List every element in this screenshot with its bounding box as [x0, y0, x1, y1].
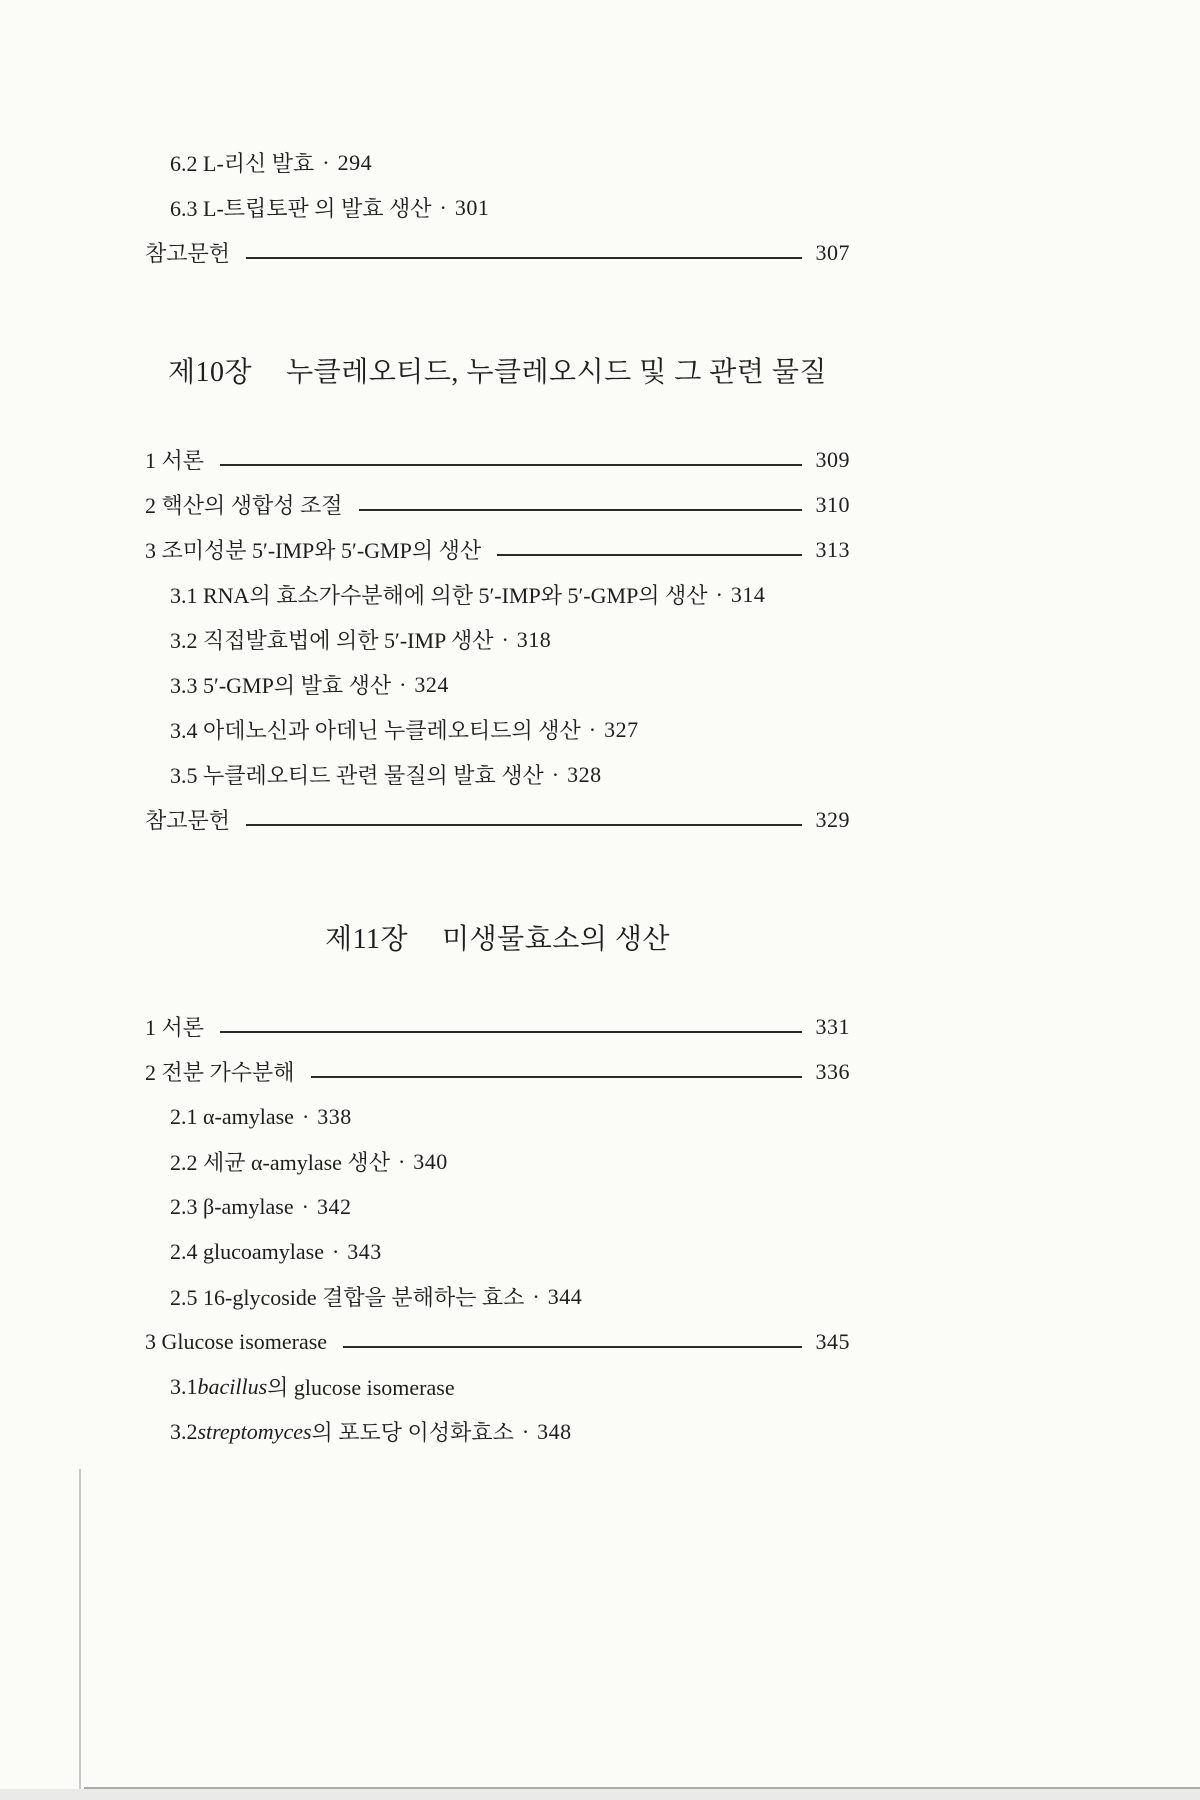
toc-entry-label-post: 의 glucose isomerase	[267, 1375, 455, 1400]
dot-separator: ·	[532, 1283, 540, 1309]
toc-entry	[145, 185, 850, 230]
toc-entry-label: 2.4 glucoamylase	[170, 1238, 324, 1264]
toc-entry	[145, 1094, 850, 1139]
page-number: 301	[454, 194, 490, 220]
toc-entry-label: 1 서론	[145, 1015, 205, 1040]
leader-line	[246, 824, 801, 826]
toc-entry	[145, 1184, 850, 1229]
toc-entry-label: 3 조미성분 5′-IMP와 5′-GMP의 생산	[145, 538, 482, 563]
dot-separator: ·	[588, 716, 597, 742]
toc-entry-label-post: 의 포도당 이성화효소	[311, 1420, 514, 1445]
toc-entry-label: 6.2 L-리신 발효	[170, 151, 315, 176]
toc-entry	[145, 1004, 850, 1049]
toc-entry-label: 2 전분 가수분해	[145, 1060, 295, 1085]
leader-line	[343, 1346, 801, 1348]
dot-separator: ·	[322, 149, 330, 175]
chapter-heading	[145, 920, 850, 960]
page-number: 328	[567, 761, 602, 787]
leader-line	[497, 554, 801, 556]
dot-separator: ·	[439, 194, 447, 220]
toc-entry-label: 2 핵산의 생합성 조절	[145, 493, 343, 518]
toc-entry	[145, 662, 850, 707]
dot-separator: ·	[301, 1193, 309, 1219]
scan-edge-bottom-strip	[0, 1789, 1200, 1800]
toc-entry-label: 3.2 직접발효법에 의한 5′-IMP 생산	[170, 628, 494, 653]
dot-separator: ·	[399, 671, 407, 697]
page-number: 313	[815, 536, 850, 562]
chapter-number: 제11장	[325, 924, 409, 955]
page-number: 329	[815, 806, 850, 832]
toc-entry	[145, 1229, 850, 1274]
page-number: 336	[815, 1058, 850, 1084]
scan-edge-left-line	[79, 1469, 81, 1789]
leader-line	[359, 509, 802, 511]
leader-line	[311, 1076, 802, 1078]
toc-entry	[145, 1409, 850, 1454]
toc-entry-label: 1 서론	[145, 448, 205, 473]
toc-content	[145, 140, 850, 1454]
toc-entry	[145, 140, 850, 185]
leader-line	[220, 464, 801, 466]
page-number: 348	[537, 1418, 572, 1444]
toc-entry-label: 2.3 β-amylase	[170, 1193, 294, 1219]
toc-entry-label: 3.1 RNA의 효소가수분해에 의한 5′-IMP와 5′-GMP의 생산	[170, 583, 708, 608]
toc-entry-label-pre: 3.1	[170, 1373, 198, 1399]
toc-entry	[145, 572, 850, 617]
toc-entry	[145, 1364, 850, 1409]
toc-entry	[145, 1319, 850, 1364]
page-number: 310	[815, 491, 850, 517]
chapter-heading	[145, 353, 850, 393]
toc-entry-label: 2.1 α-amylase	[170, 1103, 294, 1129]
leader-line	[246, 257, 801, 259]
chapter-number: 제10장	[168, 357, 253, 388]
page-number: 309	[815, 446, 850, 472]
dot-separator: ·	[715, 581, 723, 607]
page-number: 344	[547, 1283, 583, 1309]
toc-entry-label: 3.4 아데노신과 아데닌 누클레오티드의 생산	[170, 718, 581, 743]
toc-entry-label: 2.5 16-glycoside 결합을 분해하는 효소	[170, 1285, 525, 1310]
page-number: 324	[414, 671, 449, 697]
toc-entry	[145, 437, 850, 482]
dot-separator: ·	[551, 761, 560, 787]
page-number: 343	[347, 1238, 382, 1264]
toc-entry	[145, 707, 850, 752]
toc-entry-label: 2.2 세균 α-amylase 생산	[170, 1150, 390, 1175]
toc-entry	[145, 797, 850, 842]
page-number: 294	[337, 149, 373, 175]
toc-entry-label: 참고문헌	[145, 241, 231, 266]
toc-entry-label: 3 Glucose isomerase	[145, 1328, 328, 1354]
dot-separator: ·	[501, 626, 509, 652]
toc-entry-label: 참고문헌	[145, 808, 231, 833]
toc-entry	[145, 482, 850, 527]
page-number: 340	[413, 1148, 448, 1174]
species-name: bacillus	[197, 1373, 268, 1399]
leader-line	[220, 1031, 801, 1033]
species-name: streptomyces	[197, 1418, 312, 1444]
dot-separator: ·	[521, 1418, 530, 1444]
page-number: 342	[316, 1193, 352, 1219]
page-number: 345	[815, 1328, 850, 1354]
toc-entry	[145, 752, 850, 797]
dot-separator: ·	[331, 1238, 340, 1264]
toc-entry-label: 3.5 누클레오티드 관련 물질의 발효 생산	[170, 763, 544, 788]
dot-separator: ·	[301, 1103, 310, 1129]
toc-entry	[145, 527, 850, 572]
page-number: 338	[317, 1103, 352, 1129]
toc-entry	[145, 1274, 850, 1319]
dot-separator: ·	[397, 1148, 406, 1174]
page-number: 327	[604, 716, 639, 742]
page-number: 307	[815, 239, 850, 265]
toc-entry-label: 3.3 5′-GMP의 발효 생산	[170, 673, 392, 698]
toc-entry	[145, 1049, 850, 1094]
page-number: 331	[815, 1013, 850, 1039]
toc-entry	[145, 1139, 850, 1184]
page-number: 318	[516, 626, 552, 652]
page-number: 314	[730, 581, 766, 607]
toc-entry-label-pre: 3.2	[170, 1418, 198, 1444]
toc-entry	[145, 230, 850, 275]
toc-entry	[145, 617, 850, 662]
toc-entry-label: 6.3 L-트립토판 의 발효 생산	[170, 196, 432, 221]
chapter-title: 누클레오티드, 누클레오시드 및 그 관련 물질	[286, 357, 827, 388]
chapter-title: 미생물효소의 생산	[442, 924, 670, 955]
